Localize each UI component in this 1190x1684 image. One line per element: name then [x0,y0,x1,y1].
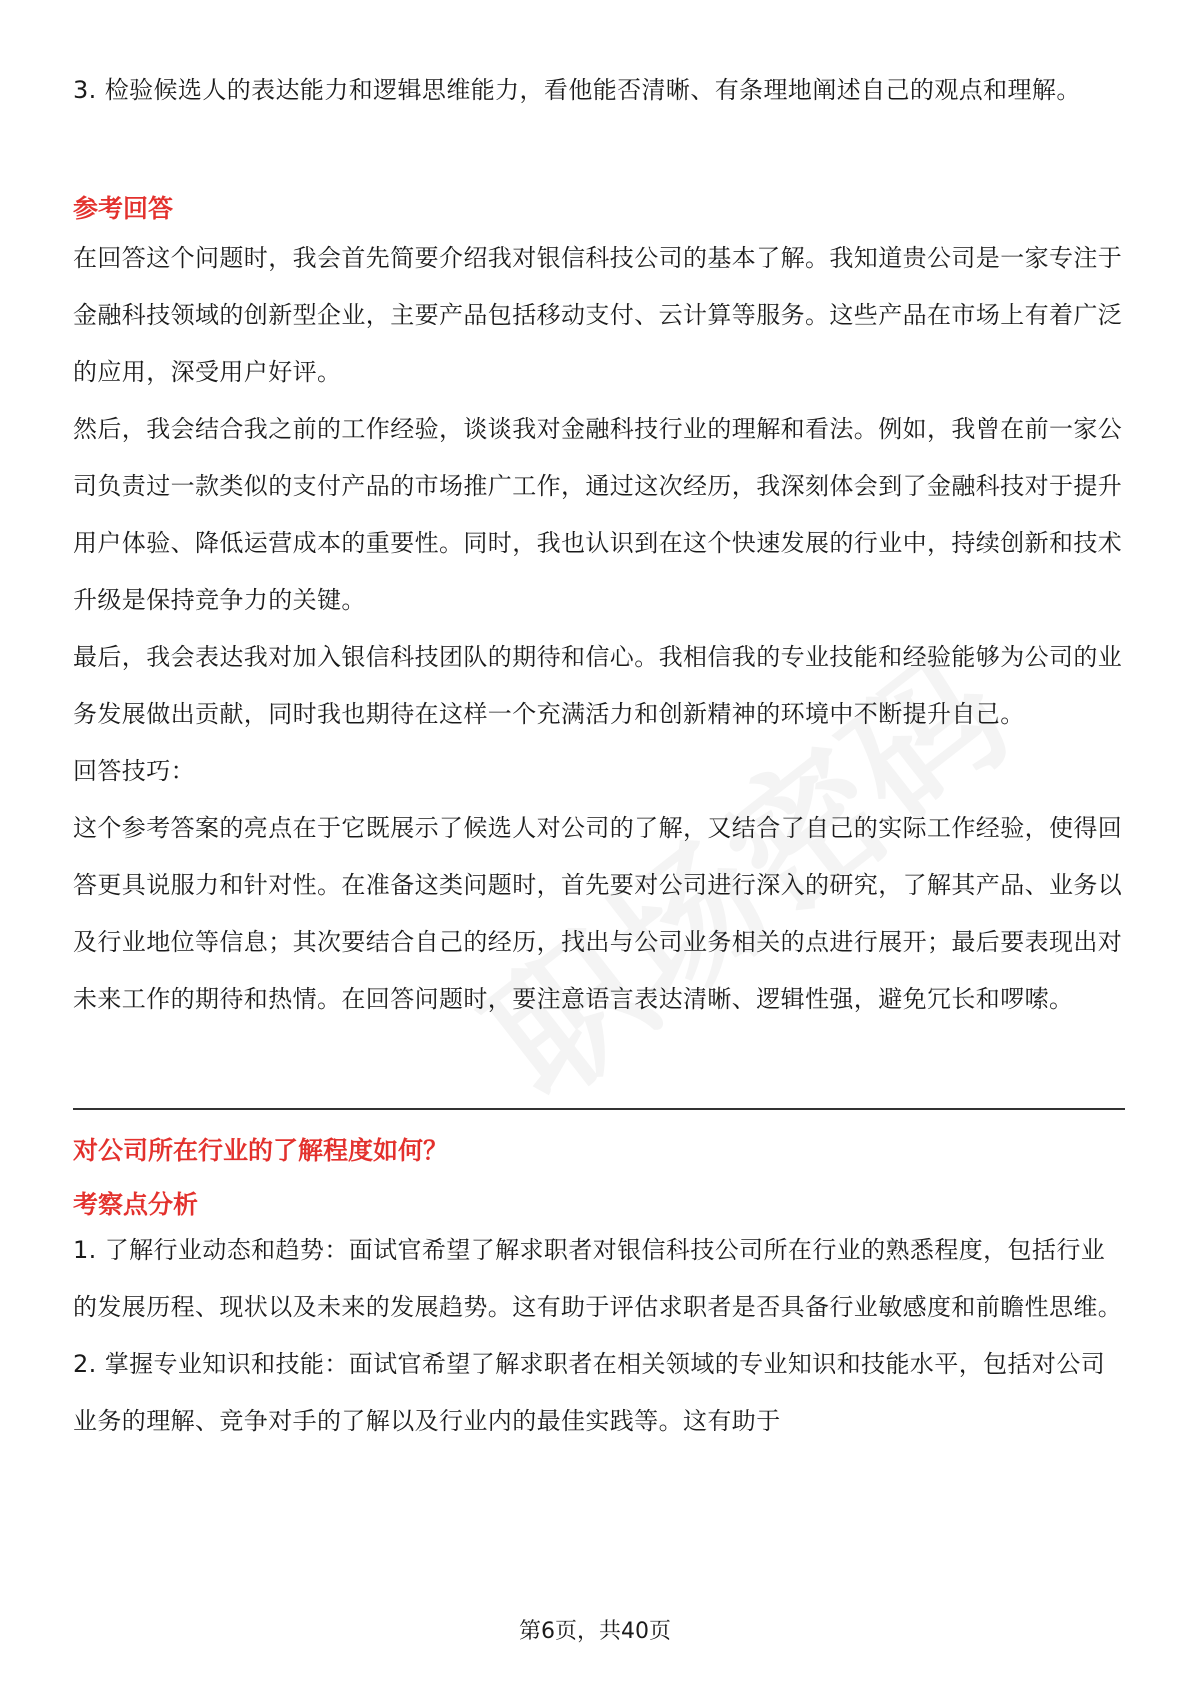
analysis-item-2: 2. 掌握专业知识和技能：面试官希望了解求职者在相关领域的专业知识和技能水平，包括对公司业务的理解、竞争对手的了解以及行业内的最佳实践等。这有助于 [73,1350,1106,1435]
question-title-block [73,1126,1125,1176]
analysis-block [73,1222,1125,1450]
tips-label: 回答技巧： [73,757,195,785]
section-divider [73,1108,1125,1110]
answer-block [73,230,1125,1028]
analysis-heading: 考察点分析 [73,1190,199,1219]
question-title: 对公司所在行业的了解程度如何？ [73,1136,449,1165]
item-3-text: 3. 检验候选人的表达能力和逻辑思维能力，看他能否清晰、有条理地阐述自己的观点和理解。 [73,76,1081,104]
answer-paragraph-1: 在回答这个问题时，我会首先简要介绍我对银信科技公司的基本了解。我知道贵公司是一家专注于金融科技领域的创新型企业，主要产品包括移动支付、云计算等服务。这些产品在市场上有着广泛的应用，深受用户好评。 [73,244,1123,386]
answer-paragraph-2: 然后，我会结合我之前的工作经验，谈谈我对金融科技行业的理解和看法。例如，我曾在前一家公司负责过一款类似的支付产品的市场推广工作，通过这次经历，我深刻体会到了金融科技对于提升用户体验、降低运营成本的重要性。同时，我也认识到在这个快速发展的行业中，持续创新和技术升级是保持竞争力的关键。 [73,415,1123,614]
page-number: 第6页，共40页 [519,1619,671,1644]
ref-answer-heading-block [73,184,1125,234]
answer-paragraph-3: 最后，我会表达我对加入银信科技团队的期待和信心。我相信我的专业技能和经验能够为公司的业务发展做出贡献，同时我也期待在这样一个充满活力和创新精神的环境中不断提升自己。 [73,643,1123,728]
item-3 [73,62,1125,119]
ref-answer-heading: 参考回答 [73,194,174,223]
analysis-item-1: 1. 了解行业动态和趋势：面试官希望了解求职者对银信科技公司所在行业的熟悉程度，包括行业的发展历程、现状以及未来的发展趋势。这有助于评估求职者是否具备行业敏感度和前瞻性思维。 [73,1236,1123,1321]
tips-body: 这个参考答案的亮点在于它既展示了候选人对公司的了解，又结合了自己的实际工作经验，使得回答更具说服力和针对性。在准备这类问题时，首先要对公司进行深入的研究，了解其产品、业务以及行业地位等信息；其次要结合自己的经历，找出与公司业务相关的点进行展开；最后要表现出对未来工作的期待和热情。在回答问题时，要注意语言表达清晰、逻辑性强，避免冗长和啰嗦。 [73,814,1123,1013]
